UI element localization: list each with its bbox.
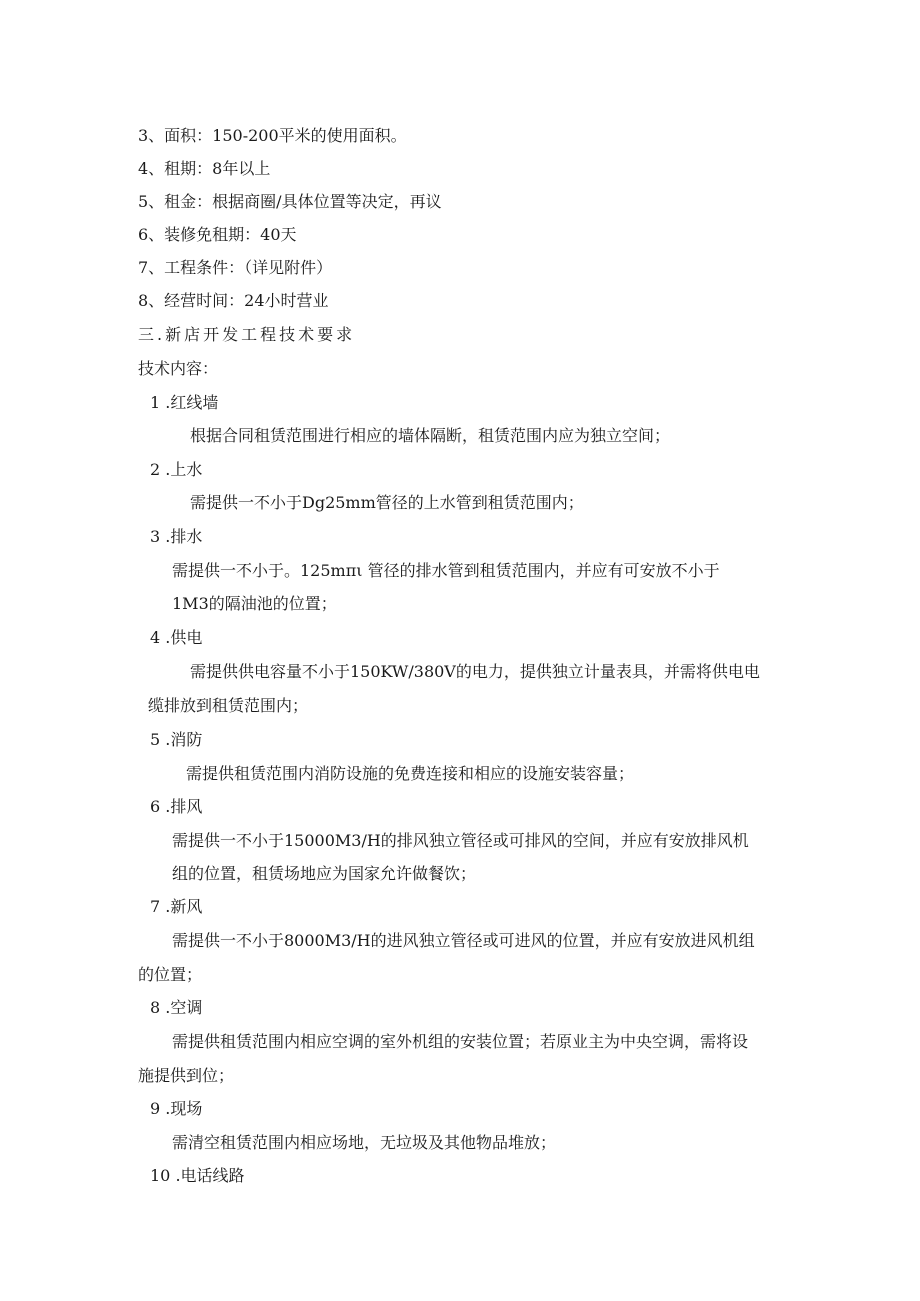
item-text: 根据合同租赁范围进行相应的墙体隔断，租赁范围内应为独立空间； [190,426,671,445]
item-title: 9 .现场 [150,1099,203,1118]
item-text: 需提供一不小于8000M3/H的进风独立管径或可进风的位置，并应有安放进风机组 [172,931,755,950]
item-title: 3 .排水 [150,527,203,546]
term-rent: 5、租金：根据商圈/具体位置等决定，再议 [138,192,442,211]
item-title: 4 .供电 [150,628,203,647]
item-title: 10 .电话线路 [150,1166,245,1185]
section-title: 三.新店开发工程技术要求 [138,325,356,344]
item-text: 需提供一不小于Dg25mm管径的上水管到租赁范围内； [190,493,584,512]
item-text: 施提供到位； [138,1066,235,1085]
item-title: 6 .排风 [150,797,203,816]
intro-text: 技术内容： [138,359,219,378]
item-title: 8 .空调 [150,998,203,1017]
term-rent-free-period: 6、装修免租期：40天 [138,225,297,244]
item-text: 需提供一不小于15000M3/H的排风独立管径或可排风的空间，并应有安放排风机 [172,831,749,850]
term-lease-period: 4、租期：8年以上 [138,159,271,178]
item-text: 需提供租赁范围内相应空调的室外机组的安装位置；若原业主为中央空调，需将设 [172,1032,749,1051]
item-title: 1 .红线墙 [150,393,219,412]
item-text: 需清空租赁范围内相应场地，无垃圾及其他物品堆放； [172,1133,557,1152]
item-text: 1M3的隔油池的位置； [172,594,337,613]
term-area: 3、面积：150-200平米的使用面积。 [138,126,407,145]
item-text: 的位置； [138,965,203,984]
item-text: 组的位置，租赁场地应为国家允许做餐饮； [172,864,477,883]
item-text: 需提供一不小于。125mπι 管径的排水管到租赁范围内，并应有可安放不小于 [172,561,720,580]
item-title: 5 .消防 [150,730,203,749]
item-text: 需提供供电容量不小于150KW/380V的电力，提供独立计量表具，并需将供电电 [190,662,760,681]
item-title: 7 .新风 [150,897,203,916]
item-text: 缆排放到租赁范围内； [148,696,309,715]
term-business-hours: 8、经营时间：24小时营业 [138,291,329,310]
item-text: 需提供租赁范围内消防设施的免费连接和相应的设施安装容量； [186,764,635,783]
item-title: 2 .上水 [150,460,203,479]
term-engineering-conditions: 7、工程条件：（详见附件） [138,258,333,277]
